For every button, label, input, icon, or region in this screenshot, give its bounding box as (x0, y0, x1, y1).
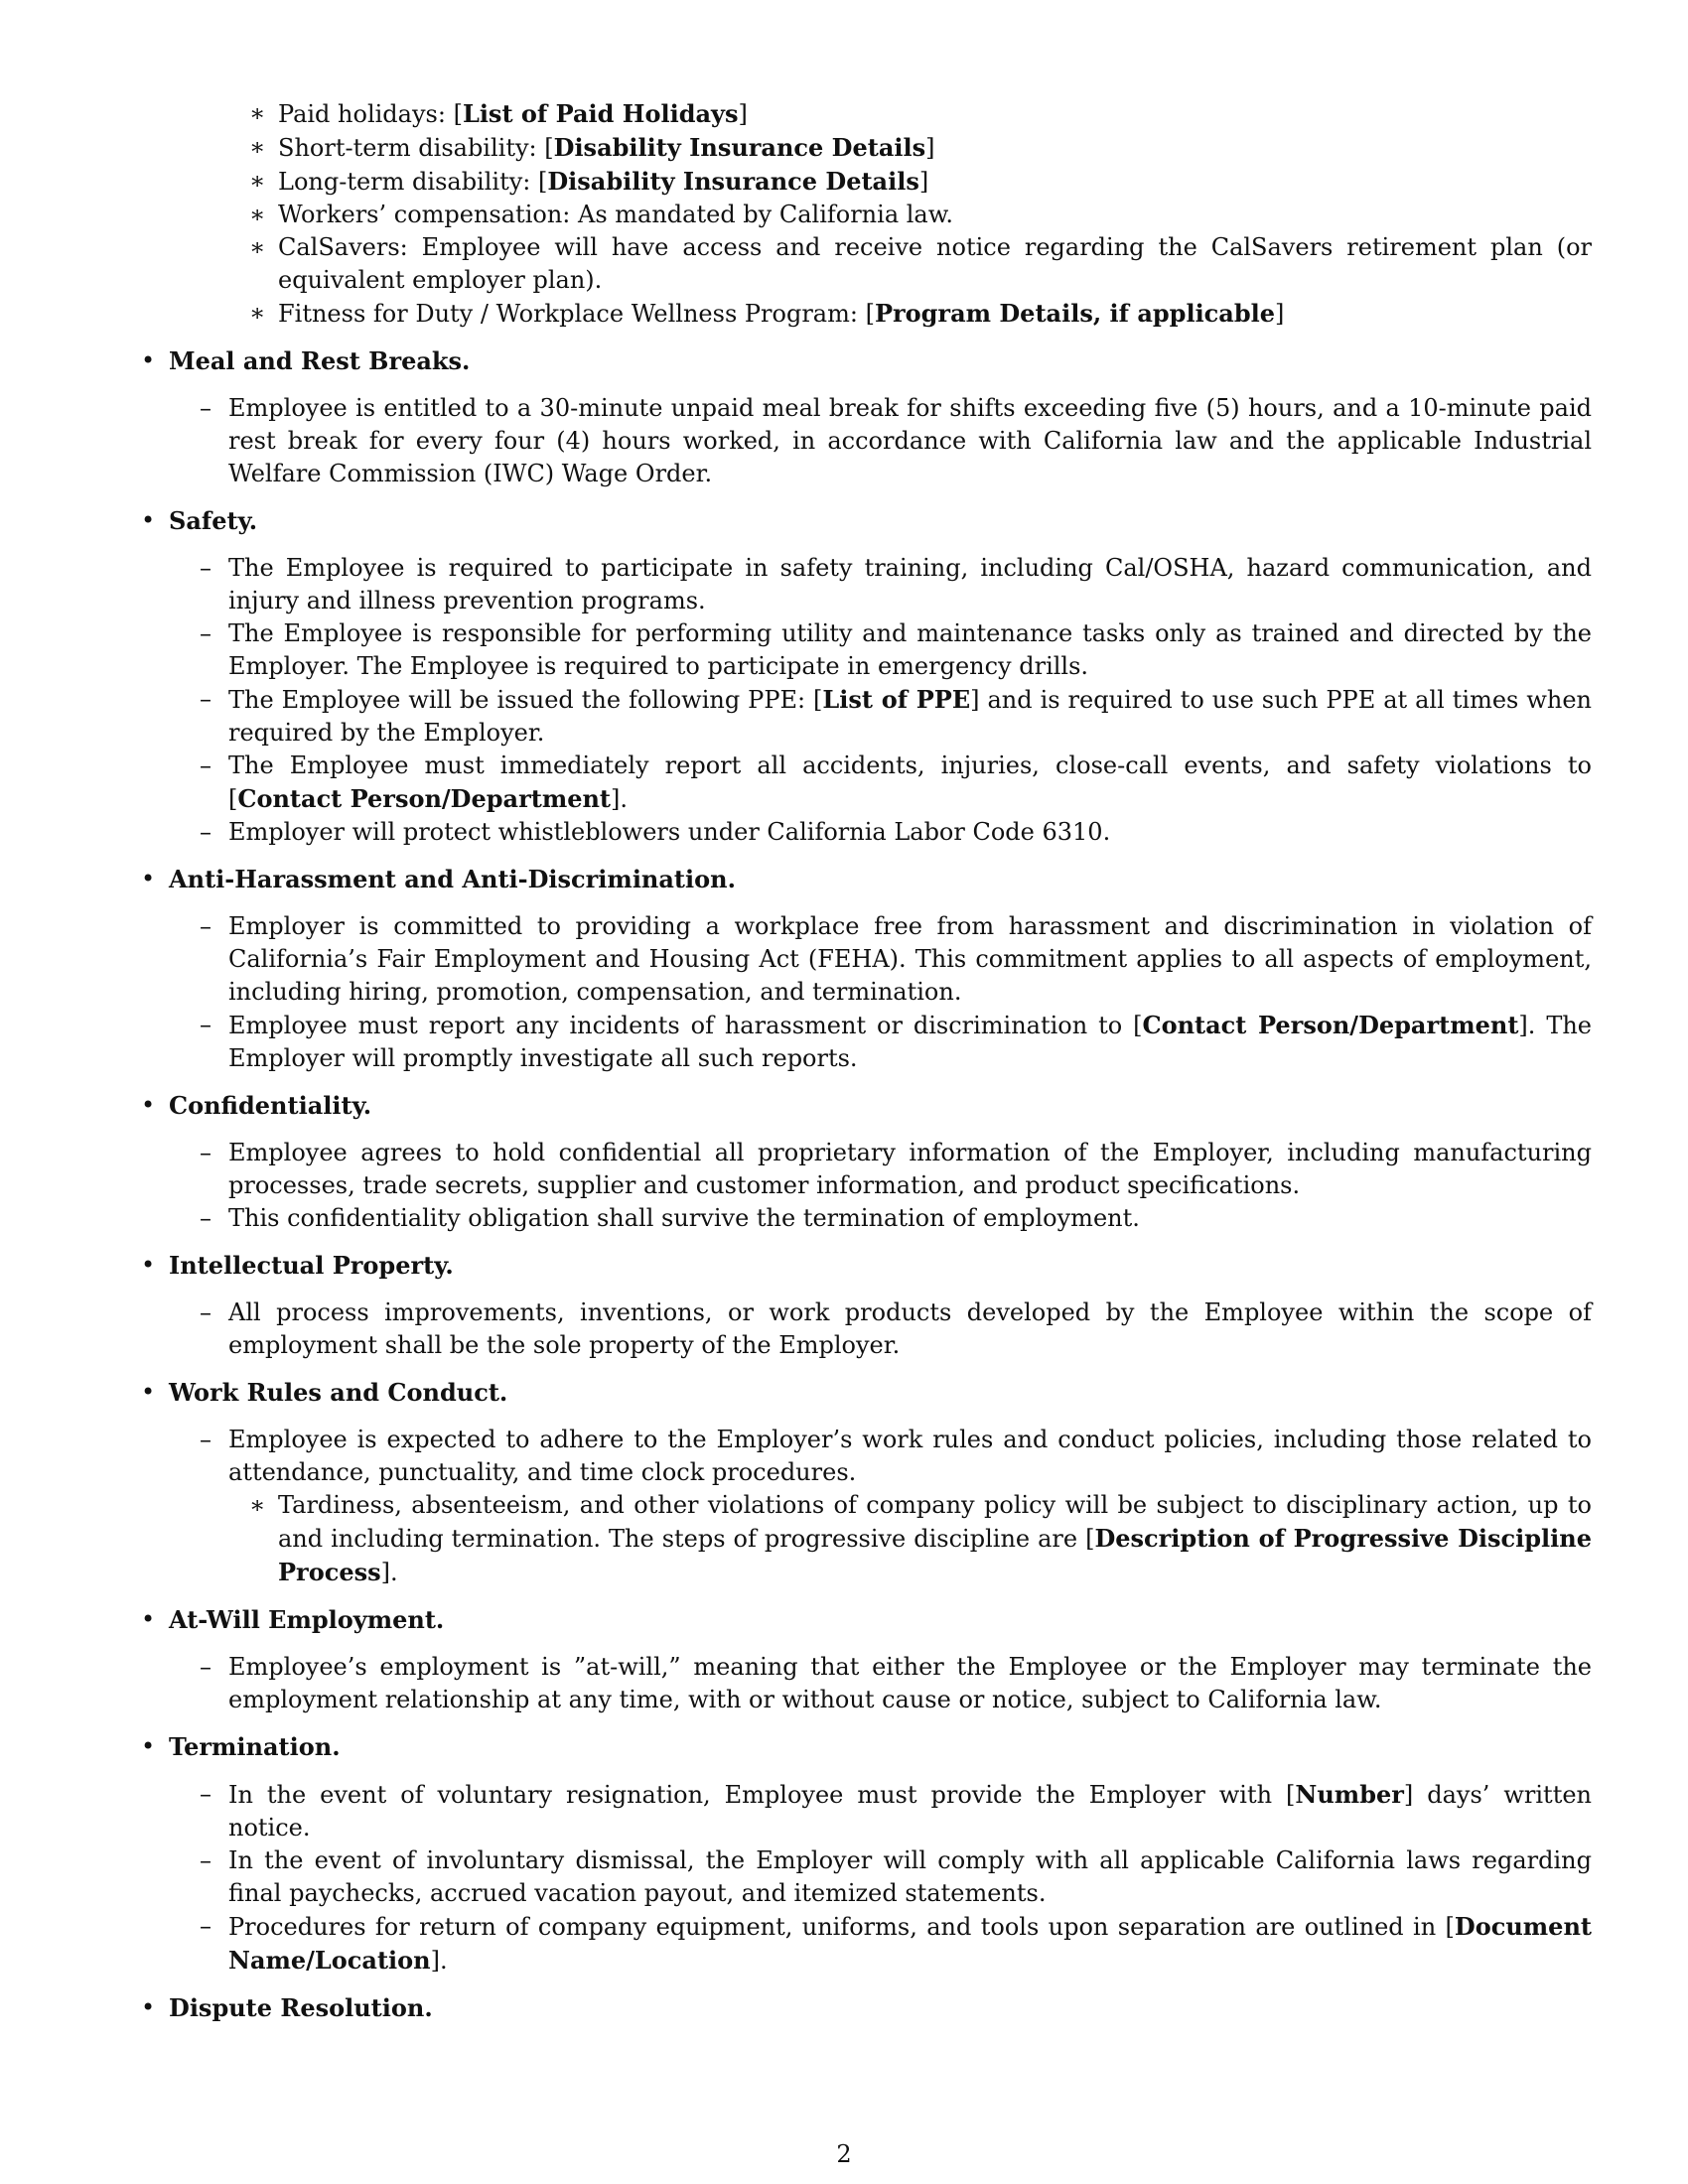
bullet-dot: • (141, 1732, 156, 1760)
clause-item: – Employer is committed to providing a workplace free from harassment and discrimination in violation of California’s Fair Employment and Housing Act (FEHA). This commitment applies to all aspects of employment, including hiring, promotion, compensation, and termination. (200, 912, 1592, 1006)
dash-bullet: – (200, 619, 211, 647)
dash-bullet: – (200, 1780, 211, 1808)
bullet-dot: • (141, 346, 156, 374)
clause-item: – The Employee is responsible for performing utility and maintenance tasks only as trained and directed by the Employer. The Employee is required to participate in emergency drills. (200, 619, 1592, 680)
clause-item: – All process improvements, inventions, or work products developed by the Employee within the scope of employment shall be the sole property of the Employer. (200, 1298, 1592, 1359)
section-heading-work-rules: • Work Rules and Conduct. (141, 1378, 508, 1407)
dash-bullet: – (200, 818, 211, 846)
dash-bullet: – (200, 685, 211, 713)
page-number: 2 (836, 2140, 852, 2168)
bullet-dot: • (141, 1378, 156, 1406)
asterisk-bullet: ∗ (249, 99, 266, 127)
dash-bullet: – (200, 912, 211, 940)
dash-bullet: – (200, 1426, 211, 1453)
benefit-item: ∗ CalSavers: Employee will have access and receive notice regarding the CalSavers retirement plan (or equivalent employer plan). (249, 233, 1592, 294)
page-content (137, 97, 1592, 2039)
clause-item: – Employee is expected to adhere to the Employer’s work rules and conduct policies, including those related to attendance, punctuality, and time clock procedures. (200, 1426, 1592, 1486)
clause-item: – Employee is entitled to a 30-minute unpaid meal break for shifts exceeding five (5) hours, and a 10-minute paid rest break for every four (4) hours worked, in accordance with California law and the applicable Industrial Welfare Commission (IWC) Wage Order. (200, 394, 1592, 487)
clause-item: – Employer will protect whistleblowers under California Labor Code 6310. (228, 816, 1592, 849)
section-heading-dispute: • Dispute Resolution. (141, 1993, 433, 2022)
section-heading-at-will: • At-Will Employment. (141, 1605, 445, 1634)
section-heading-safety: • Safety. (141, 506, 258, 535)
dash-bullet: – (200, 1846, 211, 1874)
dash-bullet: – (200, 554, 211, 582)
dash-bullet: – (200, 1653, 211, 1681)
asterisk-bullet: ∗ (249, 167, 266, 195)
clause-item: – Employee’s employment is ”at-will,” meaning that either the Employee or the Employer may terminate the employment relationship at any time, with or without cause or notice, subject to California law. (200, 1653, 1592, 1713)
dash-bullet: – (200, 1139, 211, 1166)
dash-bullet: – (200, 394, 211, 422)
benefit-item: ∗ Long-term disability: [Disability Insurance Details] (249, 167, 929, 196)
section-heading-harassment: • Anti-Harassment and Anti-Discrimination. (141, 865, 736, 893)
dash-bullet: – (200, 1204, 211, 1232)
bullet-dot: • (141, 1605, 156, 1633)
section-heading-termination: • Termination. (141, 1732, 341, 1761)
dash-bullet: – (200, 1298, 211, 1326)
clause-item: – This confidentiality obligation shall survive the termination of employment. (228, 1202, 1592, 1235)
section-heading-meal: • Meal and Rest Breaks. (141, 346, 471, 375)
clause-item: – Employee must report any incidents of harassment or discrimination to [Contact Person/Department]. The Employer will promptly investigate all such reports. (200, 1011, 1592, 1072)
bullet-dot: • (141, 1993, 156, 2021)
asterisk-bullet: ∗ (249, 1491, 266, 1519)
benefit-item: ∗ Paid holidays: [List of Paid Holidays] (249, 99, 748, 128)
bullet-dot: • (141, 1251, 156, 1279)
bullet-dot: • (141, 865, 156, 892)
bullet-dot: • (141, 506, 156, 534)
dash-bullet: – (200, 1011, 211, 1038)
dash-bullet: – (200, 1912, 211, 1940)
clause-item: – The Employee must immediately report all accidents, injuries, close-call events, and safety violations to [Contact Person/Department]. (200, 751, 1592, 813)
benefit-item: ∗ Short-term disability: [Disability Insurance Details] (249, 133, 935, 162)
asterisk-bullet: ∗ (249, 133, 266, 161)
bullet-dot: • (141, 1091, 156, 1119)
clause-item: – In the event of voluntary resignation, Employee must provide the Employer with [Number] days’ written notice. (200, 1780, 1593, 1842)
benefit-item: ∗ Workers’ compensation: As mandated by California law. (278, 199, 1592, 231)
clause-item: – Procedures for return of company equipment, uniforms, and tools upon separation are outlined in [Document Name/Location]. (200, 1912, 1592, 1975)
clause-item: – Employee agrees to hold confidential all proprietary information of the Employer, including manufacturing processes, trade secrets, supplier and customer information, and product specifications. (200, 1139, 1592, 1199)
clause-item: – The Employee is required to participate in safety training, including Cal/OSHA, hazard communication, and injury and illness prevention programs. (200, 554, 1592, 614)
asterisk-bullet: ∗ (249, 299, 266, 327)
asterisk-bullet: ∗ (249, 233, 266, 261)
section-heading-confidentiality: • Confidentiality. (141, 1091, 372, 1120)
dash-bullet: – (200, 751, 211, 779)
benefit-item: ∗ Fitness for Duty / Workplace Wellness Program: [Program Details, if applicable] (249, 299, 1285, 328)
clause-item: – In the event of involuntary dismissal, the Employer will comply with all applicable California laws regarding final paychecks, accrued vacation payout, and itemized statements. (200, 1846, 1592, 1907)
asterisk-bullet: ∗ (249, 201, 266, 228)
clause-item: – The Employee will be issued the following PPE: [List of PPE] and is required to use such PPE at all times when required by the Employer. (200, 685, 1592, 747)
sub-clause-item: ∗ Tardiness, absenteeism, and other violations of company policy will be subject to disciplinary action, up to and including termination. The steps of progressive discipline are [Description of Progressive Discipline Process]. (249, 1491, 1592, 1586)
section-heading-ip: • Intellectual Property. (141, 1251, 454, 1280)
